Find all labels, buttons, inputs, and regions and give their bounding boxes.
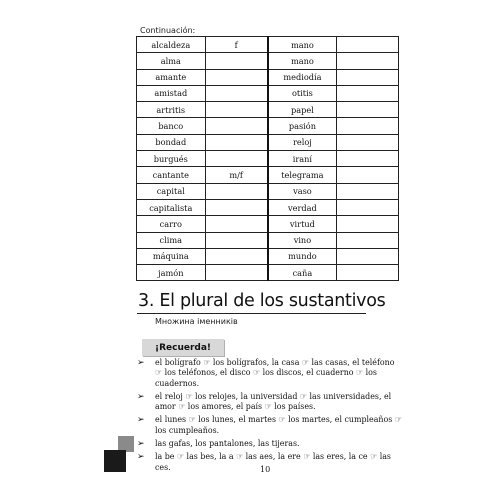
table-row	[137, 85, 399, 101]
gender-cell	[337, 248, 399, 264]
noun-cell: mano	[268, 53, 337, 69]
noun-cell: alcaldeza	[137, 37, 206, 53]
gender-cell	[337, 102, 399, 118]
noun-cell: vino	[268, 232, 337, 248]
gender-cell	[205, 118, 268, 134]
arrow-bullet-icon: ➢	[137, 452, 145, 463]
gender-cell	[205, 53, 268, 69]
gender-cell	[337, 85, 399, 101]
rule-item	[137, 358, 402, 389]
noun-cell: pasión	[268, 118, 337, 134]
noun-cell: banco	[137, 118, 206, 134]
gender-cell: m/f	[205, 167, 268, 183]
decorative-square-black	[104, 450, 126, 472]
noun-cell: otitis	[268, 85, 337, 101]
rule-text: el lunes ☞ los lunes, el martes ☞ los martes, el cumpleaños ☞ los cumpleaños.	[155, 415, 402, 435]
table-row	[137, 248, 399, 264]
gender-cell	[337, 134, 399, 150]
table-row	[137, 265, 399, 281]
arrow-bullet-icon: ➢	[137, 439, 145, 450]
arrow-bullet-icon: ➢	[137, 391, 145, 402]
gender-cell	[337, 199, 399, 215]
table-row	[137, 37, 399, 53]
noun-cell: amistad	[137, 85, 206, 101]
gender-cell	[337, 69, 399, 85]
rule-text: las gafas, los pantalones, las tijeras.	[155, 439, 300, 449]
gender-cell	[205, 232, 268, 248]
noun-cell: verdad	[268, 199, 337, 215]
table-row	[137, 69, 399, 85]
table-row	[137, 183, 399, 199]
gender-cell	[337, 151, 399, 167]
section-title: 3. El plural de los sustantivos	[138, 291, 386, 311]
rule-text: la be ☞ las bes, la a ☞ las aes, la ere ☞ las eres, la ce ☞ las ces.	[155, 452, 391, 472]
rules-list	[137, 358, 402, 476]
noun-cell: iraní	[268, 151, 337, 167]
rule-text: el bolígrafo ☞ los bolígrafos, la casa ☞ las casas, el teléfono ☞ los teléfonos, el disco ☞ los discos, el cuaderno ☞ los cuadernos.	[155, 358, 395, 388]
noun-cell: capitalista	[137, 199, 206, 215]
table-row	[137, 232, 399, 248]
gender-cell	[205, 69, 268, 85]
noun-cell: bondad	[137, 134, 206, 150]
noun-cell: telegrama	[268, 167, 337, 183]
rule-text: el reloj ☞ los relojes, la universidad ☞ las universidades, el amor ☞ los amores, el país ☞ los países.	[155, 391, 392, 412]
gender-cell	[205, 265, 268, 281]
gender-cell	[337, 37, 399, 53]
noun-cell: artritis	[137, 102, 206, 118]
vocabulary-table	[136, 36, 399, 281]
noun-cell: burgués	[137, 151, 206, 167]
gender-cell	[205, 183, 268, 199]
noun-cell: alma	[137, 53, 206, 69]
noun-cell: mediodía	[268, 69, 337, 85]
section-subtitle: Множина іменників	[155, 317, 238, 326]
gender-cell	[337, 265, 399, 281]
rule-item	[137, 392, 402, 413]
noun-cell: clima	[137, 232, 206, 248]
noun-cell: amante	[137, 69, 206, 85]
gender-cell	[337, 118, 399, 134]
gender-cell: f	[205, 37, 268, 53]
gender-cell	[337, 216, 399, 232]
page-number: 10	[260, 465, 271, 474]
recuerda-box: ¡Recuerda!	[142, 339, 224, 356]
noun-cell: carro	[137, 216, 206, 232]
gender-cell	[205, 134, 268, 150]
noun-cell: virtud	[268, 216, 337, 232]
table-row	[137, 199, 399, 215]
noun-cell: mundo	[268, 248, 337, 264]
table-row	[137, 102, 399, 118]
noun-cell: capital	[137, 183, 206, 199]
gender-cell	[205, 199, 268, 215]
gender-cell	[337, 53, 399, 69]
noun-cell: vaso	[268, 183, 337, 199]
noun-cell: papel	[268, 102, 337, 118]
table-row	[137, 118, 399, 134]
noun-cell: cantante	[137, 167, 206, 183]
table-row	[137, 134, 399, 150]
gender-cell	[337, 167, 399, 183]
arrow-bullet-icon: ➢	[137, 358, 145, 368]
gender-cell	[205, 248, 268, 264]
noun-cell: reloj	[268, 134, 337, 150]
table-row	[137, 216, 399, 232]
noun-cell: máquina	[137, 248, 206, 264]
table-row	[137, 151, 399, 167]
gender-cell	[337, 232, 399, 248]
rule-item	[137, 415, 402, 436]
table-row	[137, 53, 399, 69]
gender-cell	[205, 151, 268, 167]
rule-item	[137, 439, 402, 449]
arrow-bullet-icon: ➢	[137, 415, 145, 426]
continuation-label: Continuación:	[140, 26, 196, 35]
noun-cell: mano	[268, 37, 337, 53]
noun-cell: caña	[268, 265, 337, 281]
gender-cell	[337, 183, 399, 199]
gender-cell	[205, 85, 268, 101]
gender-cell	[205, 216, 268, 232]
title-underline	[137, 313, 366, 314]
gender-cell	[205, 102, 268, 118]
table-row	[137, 167, 399, 183]
noun-cell: jamón	[137, 265, 206, 281]
